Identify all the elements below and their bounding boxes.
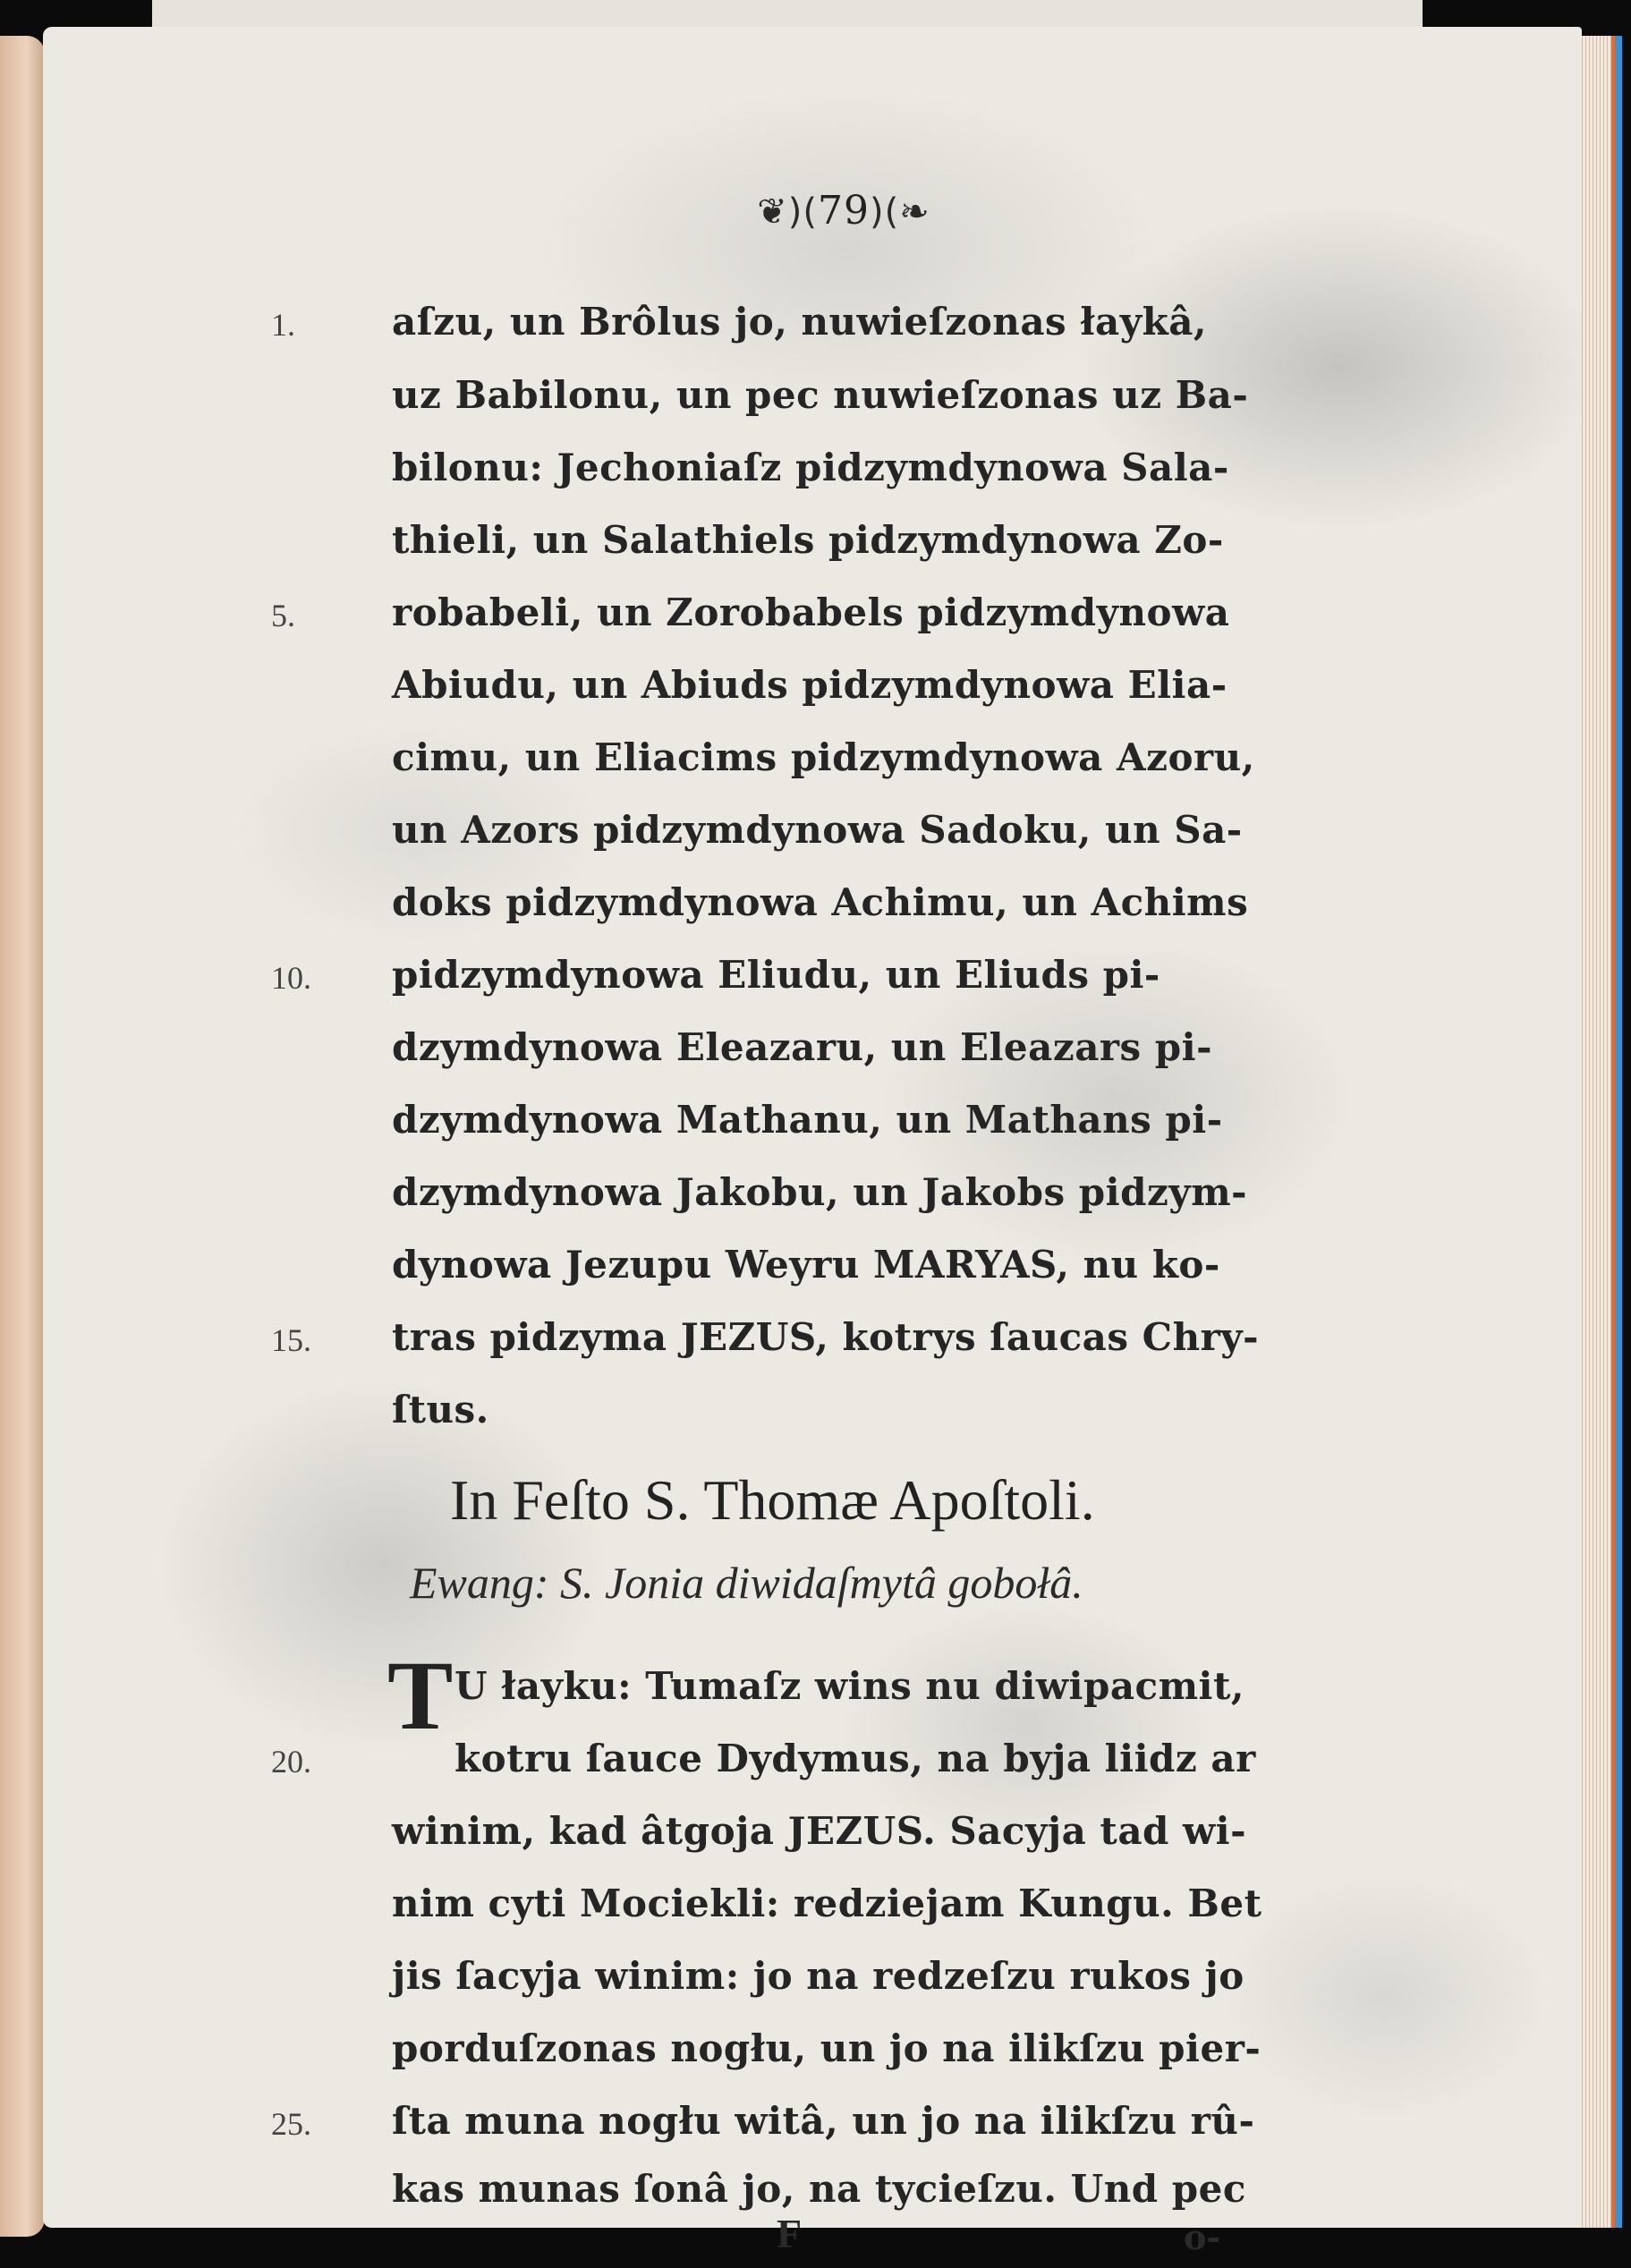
text-line: dzymdynowa Jakobu, un Jakobs pidzym- [392,1170,1248,1214]
line-number: 10. [271,960,311,996]
book-page [43,27,1582,2257]
text-line: pidzymdynowa Eliudu, un Eliuds pi- [392,953,1160,997]
text-line: ſta muna nogłu witâ, un jo na ilikſzu rû- [392,2099,1255,2143]
page-number: 79 [818,188,870,234]
text-line: ſtus. [392,1388,489,1431]
text-line: nim cyti Mociekli: redziejam Kungu. Bet [392,1882,1262,1925]
line-number: 1. [271,307,295,343]
text-line: jis ſacyja winim: jo na redzeſzu rukos jo [392,1954,1244,1998]
text-line: U łayku: Tumaſz wins nu diwipacmit, [454,1664,1245,1708]
section-subheading: Ewang: S. Jonia diwidaſmytâ gobołâ. [410,1558,1083,1608]
line-number: 20. [271,1744,311,1780]
left-ornament-icon: ❦)( [757,191,818,233]
text-line: winim, kad âtgoja JEZUS. Sacyja tad wi- [392,1809,1247,1853]
line-number: 15. [271,1322,311,1358]
text-line: porduſzonas nogłu, un jo na ilikſzu pier- [392,2026,1261,2070]
text-line: kotru ſauce Dydymus, na byja liidz ar [454,1737,1256,1780]
text-line: tras pidzyma JEZUS, kotrys ſaucas Chry- [392,1315,1260,1359]
right-ornament-icon: )(❧ [870,191,930,233]
text-line: doks pidzymdynowa Achimu, un Achims [392,880,1249,924]
text-line: bilonu: Jechoniaſz pidzymdynowa Sala- [392,446,1229,489]
text-line: kas munas ſonâ jo, na tycieſzu. Und pec [392,2167,1246,2211]
text-line: thieli, un Salathiels pidzymdynowa Zo- [392,518,1224,562]
text-line: aſzu, un Brôlus jo, nuwieſzonas łaykâ, [392,300,1208,344]
text-line: dzymdynowa Eleazaru, un Eleazars pi- [392,1025,1213,1069]
signature-mark: F [777,2211,803,2256]
catchword: o- [1184,2217,1221,2257]
text-line: un Azors pidzymdynowa Sadoku, un Sa- [392,808,1243,852]
drop-cap: T [387,1641,454,1750]
text-line: uz Babilonu, un pec nuwieſzonas uz Ba- [392,373,1249,417]
text-line: robabeli, un Zorobabels pidzymdynowa [392,590,1230,634]
text-line: dzymdynowa Mathanu, un Mathans pi- [392,1098,1223,1142]
line-number: 5. [271,598,295,633]
line-number: 25. [271,2106,311,2142]
left-page-edge [0,36,45,2237]
text-line: Abiudu, un Abiuds pidzymdynowa Elia- [392,663,1227,707]
text-line: cimu, un Eliacims pidzymdynowa Azoru, [392,735,1255,779]
running-head [696,188,991,234]
section-heading: In Feſto S. Thomæ Apoſtoli. [450,1468,1095,1532]
text-line: dynowa Jezupu Weyru MARYAS, nu ko- [392,1243,1220,1287]
